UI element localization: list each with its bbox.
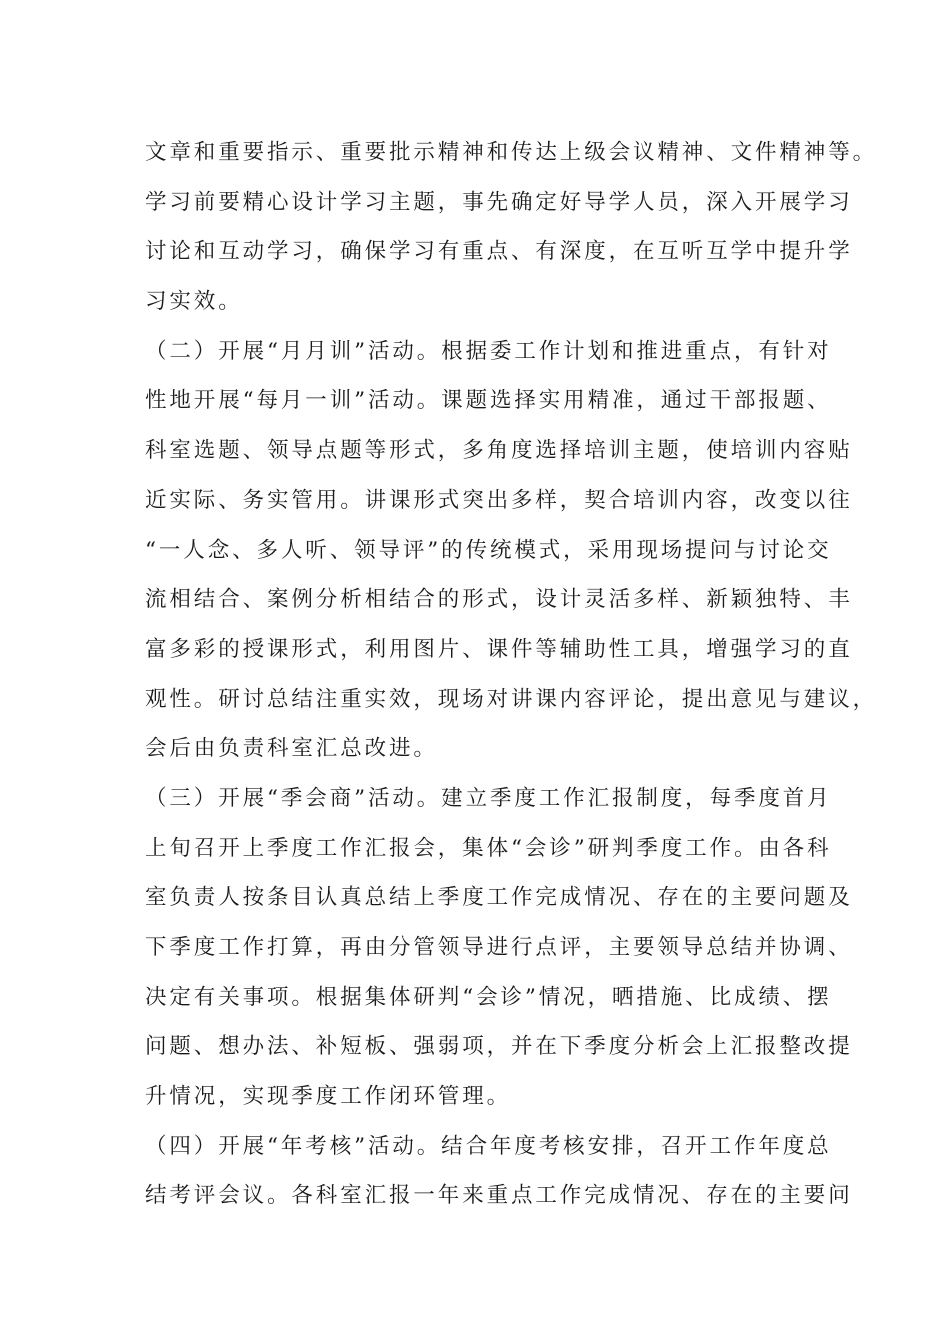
document-body xyxy=(145,128,878,1221)
text-line: 讨论和互动学习，确保学习有重点、有深度，在互听互学中提升学 xyxy=(145,239,853,265)
text-line: “一人念、多人听、领导评”的传统模式，采用现场提问与讨论交 xyxy=(145,537,832,563)
text-line: 富多彩的授课形式，利用图片、课件等辅助性工具，增强学习的直 xyxy=(145,636,853,662)
text-line: 学习前要精心设计学习主题，事先确定好导学人员，深入开展学习 xyxy=(145,189,853,215)
text-line: 近实际、务实管用。讲课形式突出多样，契合培训内容，改变以往 xyxy=(145,487,853,513)
text-line: 下季度工作打算，再由分管领导进行点评，主要领导总结并协调、 xyxy=(145,935,853,960)
text-line: 习实效。 xyxy=(145,289,243,315)
text-line: 观性。研讨总结注重实效，现场对讲课内容评论，提出意见与建议， xyxy=(145,686,878,712)
text-line: 流相结合、案例分析相结合的形式，设计灵活多样、新颖独特、丰 xyxy=(145,587,853,613)
section-four-heading-line: （四）开展“年考核”活动。结合年度考核安排，召开工作年度总 xyxy=(145,1133,832,1159)
text-line: 文章和重要指示、重要批示精神和传达上级会议精神、文件精神等。 xyxy=(145,140,878,165)
text-line: 上旬召开上季度工作汇报会，集体“会诊”研判季度工作。由各科 xyxy=(145,835,832,861)
text-line: 科室选题、领导点题等形式，多角度选择培训主题，使培训内容贴 xyxy=(145,438,853,464)
section-three-heading-line: （三）开展“季会商”活动。建立季度工作汇报制度，每季度首月 xyxy=(145,785,832,811)
text-line: 室负责人按条目认真总结上季度工作完成情况、存在的主要问题及 xyxy=(145,885,853,911)
text-line: 决定有关事项。根据集体研判“会诊”情况，晒措施、比成绩、摆 xyxy=(145,984,832,1010)
text-line: 性地开展“每月一训”活动。课题选择实用精准，通过干部报题、 xyxy=(145,388,832,414)
text-line: 问题、想办法、补短板、强弱项，并在下季度分析会上汇报整改提 xyxy=(145,1034,853,1060)
section-two-heading-line: （二）开展“月月训”活动。根据委工作计划和推进重点，有针对 xyxy=(145,338,832,364)
text-line: 会后由负责科室汇总改进。 xyxy=(145,736,438,762)
text-line: 结考评会议。各科室汇报一年来重点工作完成情况、存在的主要问 xyxy=(145,1183,853,1209)
text-line: 升情况，实现季度工作闭环管理。 xyxy=(145,1084,512,1110)
